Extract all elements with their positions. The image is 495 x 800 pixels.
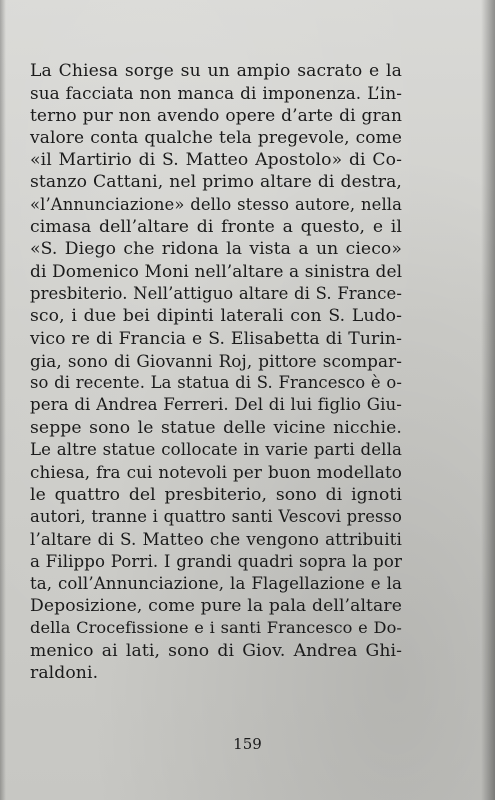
text-line: ta, coll’Annunciazione, la Flagellazione e la xyxy=(30,573,402,593)
text-line: sco, i due bei dipinti laterali con S. Ludo- xyxy=(30,306,402,327)
text-line: vico re di Francia e S. Elisabetta di Turin- xyxy=(30,328,402,349)
text-line: Deposizione, come pure la pala dell’altare xyxy=(30,596,402,617)
text-line: cimasa dell’altare di fronte a questo, e il xyxy=(30,217,402,238)
page-right-edge-shadow xyxy=(481,0,495,800)
text-line: a Filippo Porri. I grandi quadri sopra la por xyxy=(30,551,402,571)
text-line: autori, tranne i quattro santi Vescovi presso xyxy=(30,506,402,526)
text-line: terno pur non avendo opere d’arte di gran xyxy=(30,105,402,126)
page-number: 159 xyxy=(233,735,262,753)
text-line: l’altare di S. Matteo che vengono attribuiti xyxy=(30,529,402,550)
text-line: La Chiesa sorge su un ampio sacrato e la xyxy=(30,61,402,81)
text-line: sua facciata non manca di imponenza. L’in- xyxy=(30,83,402,104)
text-line: Le altre statue collocate in varie parti della xyxy=(30,440,402,460)
text-line: «S. Diego che ridona la vista a un cieco» xyxy=(30,239,402,260)
page-left-edge-shadow xyxy=(0,0,6,800)
text-line: presbiterio. Nell’attiguo altare di S. France- xyxy=(30,283,402,303)
text-line: gia, sono di Giovanni Roj, pittore scompar- xyxy=(30,350,402,371)
body-paragraph xyxy=(30,60,402,684)
text-line: so di recente. La statua di S. Francesco è o- xyxy=(30,373,402,393)
text-line: stanzo Cattani, nel primo altare di destra, xyxy=(30,172,402,193)
text-line: menico ai lati, sono di Giov. Andrea Ghi- xyxy=(30,640,402,661)
text-line: seppe sono le statue delle vicine nicchie. xyxy=(30,417,402,438)
text-line: raldoni. xyxy=(30,663,99,684)
text-line: chiesa, fra cui notevoli per buon modellato xyxy=(30,462,402,483)
text-line: «l’Annunciazione» dello stesso autore, nella xyxy=(30,194,402,214)
text-line: valore conta qualche tela pregevole, come xyxy=(30,127,402,148)
text-line: «il Martirio di S. Matteo Apostolo» di Co- xyxy=(30,150,402,171)
text-line: di Domenico Moni nell’altare a sinistra del xyxy=(30,261,403,282)
text-line: pera di Andrea Ferreri. Del di lui figlio Giu- xyxy=(30,395,402,415)
text-line: le quattro del presbiterio, sono di ignoti xyxy=(30,484,402,505)
text-line: della Crocefissione e i santi Francesco e Do- xyxy=(30,618,402,638)
